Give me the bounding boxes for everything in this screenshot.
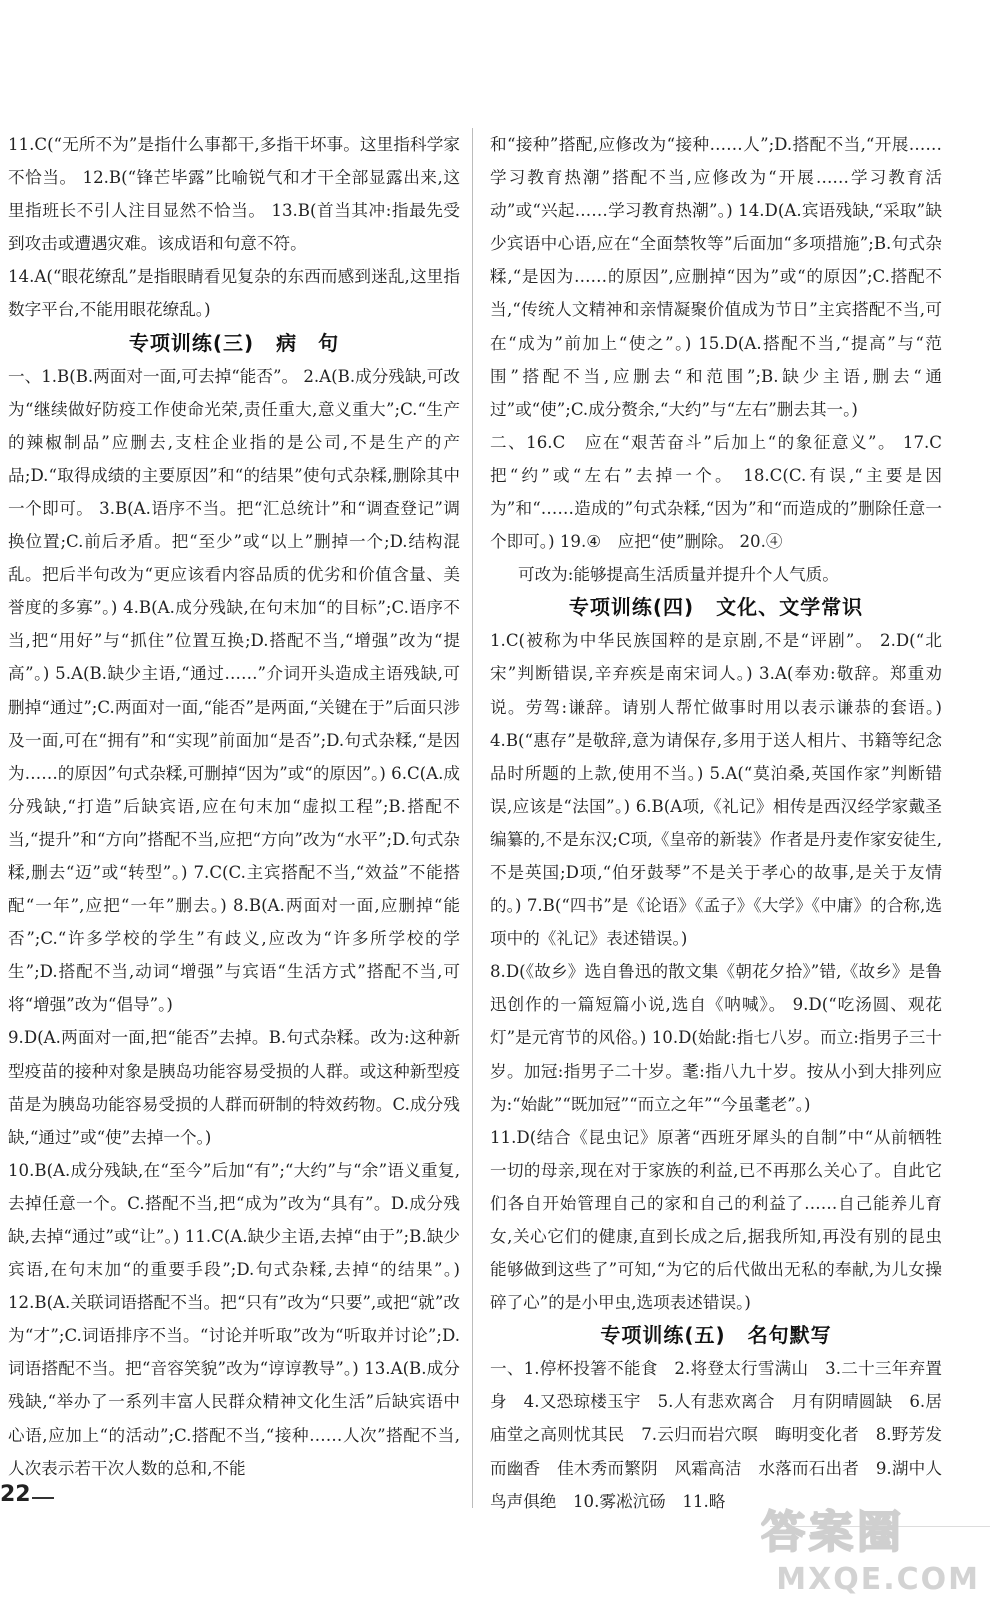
watermark-logo-text: 答案圈 <box>761 1507 905 1555</box>
left-column <box>8 128 460 1485</box>
section-title: 专项训练(五) <box>600 1323 726 1348</box>
right-column <box>490 128 959 1518</box>
section-subtitle: 名句默写 <box>747 1323 832 1348</box>
answer-paragraph: 11.C(“无所不为”是指什么事都干,多指干坏事。这里指科学家不恰当。 12.B(“锋芒毕露”比喻锐气和才干全部显露出来,这里指班长不引人注目显然不恰当。 13.B(首当其冲:指最先受到攻击或遭遇灾难。该成语和句意不符。 <box>8 135 460 254</box>
section-heading-4 <box>490 591 942 624</box>
answer-paragraph: 一、1.停杯投箸不能食 2.将登太行雪满山 3.二十三年弃置身 4.又恐琼楼玉宇 5.人有悲欢离合 月有阴晴圆缺 6.居庙堂之高则忧其民 7.云归而岩穴暝 晦明变化者 8.野芳发而幽香 佳木秀而繁阴 风霜高洁 水落而石出者 9.湖中人鸟声俱绝 10.雾凇沆砀 11.略 <box>490 1359 942 1511</box>
answer-paragraph: 一、1.B(B.两面对一面,可去掉“能否”。 2.A(B.成分残缺,可改为“继续做好防疫工作使命光荣,责任重大,意义重大”;C.“生产的辣椒制品”应删去,支柱企业指的是公司,不是生产的产品;D.“取得成绩的主要原因”和“的结果”使句式杂糅,删除其中一个即可。 3.B(A.语序不当。把“汇总统计”和“调查登记”调换位置;C.前后矛盾。把“至少”或“以上”删掉一个;D.结构混乱。把后半句改为“更应该看内容品质的优劣和价值含量、美誉度的多寡”。) 4.B(A.成分残缺,在句末加“的目标”;C.语序不当,把“用好”与“抓住”位置互换;D.搭配不当,“增强”改为“提高”。) 5.A(B.缺少主语,“通过……”介词开头造成主语残缺,可删掉“通过”;C.两面对一面,“能否”是两面,“关键在于”后面只涉及一面,可在“拥有”和“实现”前面加“是否”;D.句式杂糅,“是因为……的原因”句式杂糅,可删掉“因为”或“的原因”。) 6.C(A.成分残缺,“打造”后缺宾语,应在句末加“虚拟工程”;B.搭配不当,“提升”和“方向”搭配不当,应把“方向”改为“水平”;D.句式杂糅,删去“迈”或“转型”。) 7.C(C.主宾搭配不当,“效益”不能搭配“一年”,应把“一年”删去。) 8.B(A.两面对一面,应删掉“能否”;C.“许多学校的学生”有歧义,应改为“许多所学校的学生”;D.搭配不当,动词“增强”与宾语“生活方式”搭配不当,可将“增强”改为“倡导”。) <box>8 366 460 1015</box>
section-title: 专项训练(四) <box>568 595 695 620</box>
section-title: 专项训练(三) <box>128 330 255 355</box>
answer-paragraph: 10.B(A.成分残缺,在“至今”后加“有”;“大约”与“余”语义重复,去掉任意一个。C.搭配不当,把“成为”改为“具有”。D.成分残缺,去掉“通过”或“让”。) 11.C(A.缺少主语,去掉“由于”;B.缺少宾语,在句末加“的重要手段”;D.句式杂糅,去掉“的结果”。) 12.B(A.关联词语搭配不当。把“只有”改为“只要”,或把“就”改为“才”;C.词语排序不当。“讨论并听取”改为“听取并讨论”;D.词语搭配不当。把“音容笑貌”改为“谆谆教导”。) 13.A(B.成分残缺,“举办了一系列丰富人民群众精神文化生活”后缺宾语中心语,应加上“的活动”;C.搭配不当,“接种……人次”搭配不当,人次表示若干次人数的总和,不能 <box>8 1160 460 1478</box>
answer-paragraph: 二、16.C 应在“艰苦奋斗”后加上“的象征意义”。 17.C 把“约”或“左右”去掉一个。 18.C(C.有误,“主要是因为”和“……造成的”句式杂糅,“因为”和“而造成的”删除任意一个即可。) 19.④ 应把“使”删除。 20.④ <box>490 432 959 552</box>
answer-paragraph-indent: 可改为:能够提高生活质量并提升个人气质。 <box>518 565 839 585</box>
answer-paragraph: 和“接种”搭配,应修改为“接种……人”;D.搭配不当,“开展……学习教育热潮”搭配不当,应修改为“开展……学习教育活动”或“兴起……学习教育热潮”。) 14.D(A.宾语残缺,“采取”缺少宾语中心语,应在“全面禁牧等”后面加“多项措施”;B.句式杂糅,“是因为……的原因”,应删掉“因为”或“的原因”;C.搭配不当,“传统人文精神和亲情凝聚价值成为节日”主宾搭配不当,可在“成为”前加上“使之”。) 15.D(A.搭配不当,“提高”与“范围”搭配不当,应删去“和范围”;B.缺少主语,删去“通过”或“使”;C.成分赘余,“大约”与“左右”删去其一。) <box>490 135 942 419</box>
section-subtitle: 病 句 <box>276 330 340 355</box>
section-heading-3 <box>8 327 460 360</box>
page-number-dash <box>32 1497 54 1499</box>
page-number: 22 <box>0 1482 31 1507</box>
answer-paragraph: 9.D(A.两面对一面,把“能否”去掉。B.句式杂糅。改为:这种新型疫苗的接种对象是胰岛功能容易受损的人群。或这种新型疫苗是为胰岛功能容易受损的人群而研制的特效药物。C.成分残缺,“通过”或“使”去掉一个。) <box>8 1028 460 1147</box>
watermark-logo <box>761 1505 976 1555</box>
answer-paragraph: 1.C(被称为中华民族国粹的是京剧,不是“评剧”。 2.D(“北宋”判断错误,辛弃疾是南宋词人。) 3.A(奉劝:敬辞。郑重劝说。劳驾:谦辞。请别人帮忙做事时用以表示谦恭的套语。) 4.B(“惠存”是敬辞,意为请保存,多用于送人相片、书籍等纪念品时所题的上款,使用不当。) 5.A(“莫泊桑,英国作家”判断错误,应该是“法国”。) 6.B(A项,《礼记》相传是西汉经学家戴圣编纂的,不是东汉;C项,《皇帝的新装》作者是丹麦作家安徒生,不是英国;D项,“伯牙鼓琴”不是关于孝心的故事,是关于友情的。) 7.B(“四书”是《论语》《孟子》《大学》《中庸》的合称,选项中的《礼记》表述错误。) <box>490 631 942 949</box>
section-subtitle: 文化、文学常识 <box>716 595 864 620</box>
column-divider <box>472 128 473 1508</box>
answer-paragraph: 8.D(《故乡》选自鲁迅的散文集《朝花夕拾》”错,《故乡》是鲁迅创作的一篇短篇小说,选自《呐喊》。 9.D(“吃汤圆、观花灯”是元宵节的风俗。) 10.D(始龀:指七八岁。而立:指男子三十岁。加冠:指男子二十岁。耄:指八九十岁。按从小到大排列应为:“始龀”“既加冠”“而立之年”“今虽耄老”。) <box>490 962 942 1114</box>
answer-paragraph: 11.D(结合《昆虫记》原著“西班牙犀头的自制”中“从前牺牲一切的母亲,现在对于家族的利益,已不再那么关心了。自此它们各自开始管理自己的家和自己的利益了……自己能养儿育女,关心它们的健康,直到长成之后,据我所知,再没有别的昆虫能够做到这些了”可知,“为它的后代做出无私的奉献,为儿女操碎了心”的是小甲虫,选项表述错误。) <box>490 1127 942 1313</box>
answer-paragraph: 14.A(“眼花缭乱”是指眼睛看见复杂的东西而感到迷乱,这里指数字平台,不能用眼花缭乱。) <box>8 267 460 320</box>
section-heading-5 <box>490 1319 942 1352</box>
watermark-url: MXQE.COM <box>776 1562 980 1597</box>
